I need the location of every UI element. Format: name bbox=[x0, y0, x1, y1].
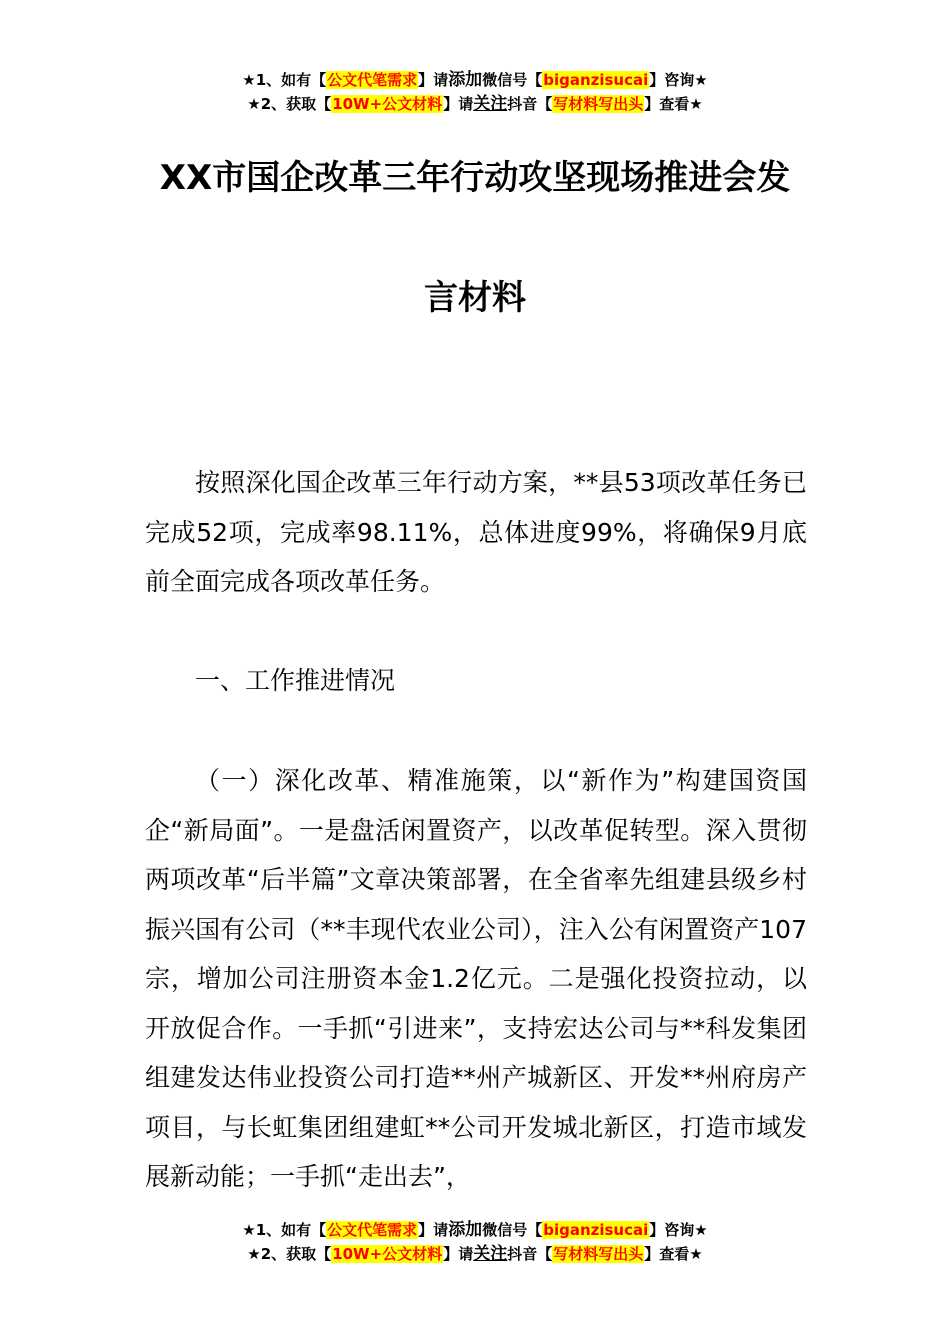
banner-text: 】请 bbox=[418, 1221, 449, 1239]
top-banner bbox=[0, 68, 950, 116]
emphasis-text: 关注 bbox=[473, 1244, 508, 1264]
banner-text: ★2、获取【 bbox=[247, 1245, 332, 1263]
banner-text: ★1、如有【 bbox=[242, 71, 327, 89]
highlight-text: 写材料写出头 bbox=[553, 95, 644, 113]
banner-text: 微信号【 bbox=[482, 71, 543, 89]
banner-line-2 bbox=[0, 92, 950, 116]
banner-text: 】咨询★ bbox=[649, 71, 708, 89]
document-title-line-2: 言材料 bbox=[424, 278, 526, 318]
document-title-line-1: XX市国企改革三年行动攻坚现场推进会发 bbox=[159, 158, 791, 198]
banner-text: 】查看★ bbox=[644, 1245, 703, 1263]
emphasis-text: 关注 bbox=[473, 94, 508, 114]
highlight-text: biganzisucai bbox=[543, 71, 649, 89]
banner-line-1 bbox=[0, 1218, 950, 1242]
highlight-text: 公文代笔需求 bbox=[327, 1221, 418, 1239]
banner-text: 】请 bbox=[418, 71, 449, 89]
highlight-text: 写材料写出头 bbox=[553, 1245, 644, 1263]
highlight-text: 10W+公文材料 bbox=[332, 95, 443, 113]
banner-line-2 bbox=[0, 1242, 950, 1266]
banner-text: 】咨询★ bbox=[649, 1221, 708, 1239]
bottom-banner bbox=[0, 1218, 950, 1266]
body-paragraph-1: （一）深化改革、精准施策，以“新作为”构建国资国企“新局面”。一是盘活闲置资产，以改革促转型。深入贯彻两项改革“后半篇”文章决策部署，在全省率先组建县级乡村振兴国有公司（**丰现代农业公司），注入公有闲置资产107宗，增加公司注册资本金1.2亿元。二是强化投资拉动，以开放促合作。一手抓“引进来”，支持宏达公司与**科发集团组建发达伟业投资公司打造**州产城新区、开发**州府房产项目，与长虹集团组建虹**公司开发城北新区，打造市域发展新动能；一手抓“走出去”， bbox=[145, 766, 807, 1191]
body-paragraph-intro: 按照深化国企改革三年行动方案，**县53项改革任务已完成52项，完成率98.11%，总体进度99%，将确保9月底前全面完成各项改革任务。 bbox=[145, 468, 807, 596]
banner-text: 】请 bbox=[443, 95, 474, 113]
emphasis-text: 添加 bbox=[448, 1220, 483, 1240]
banner-text: 】查看★ bbox=[644, 95, 703, 113]
banner-text: 】请 bbox=[443, 1245, 474, 1263]
banner-text: 微信号【 bbox=[482, 1221, 543, 1239]
emphasis-text: 添加 bbox=[448, 70, 483, 90]
banner-line-1 bbox=[0, 68, 950, 92]
banner-text: 抖音【 bbox=[507, 1245, 553, 1263]
highlight-text: 10W+公文材料 bbox=[332, 1245, 443, 1263]
banner-text: ★2、获取【 bbox=[247, 95, 332, 113]
highlight-text: 公文代笔需求 bbox=[327, 71, 418, 89]
section-heading: 一、工作推进情况 bbox=[195, 666, 396, 695]
banner-text: 抖音【 bbox=[507, 95, 553, 113]
banner-text: ★1、如有【 bbox=[242, 1221, 327, 1239]
highlight-text: biganzisucai bbox=[543, 1221, 649, 1239]
